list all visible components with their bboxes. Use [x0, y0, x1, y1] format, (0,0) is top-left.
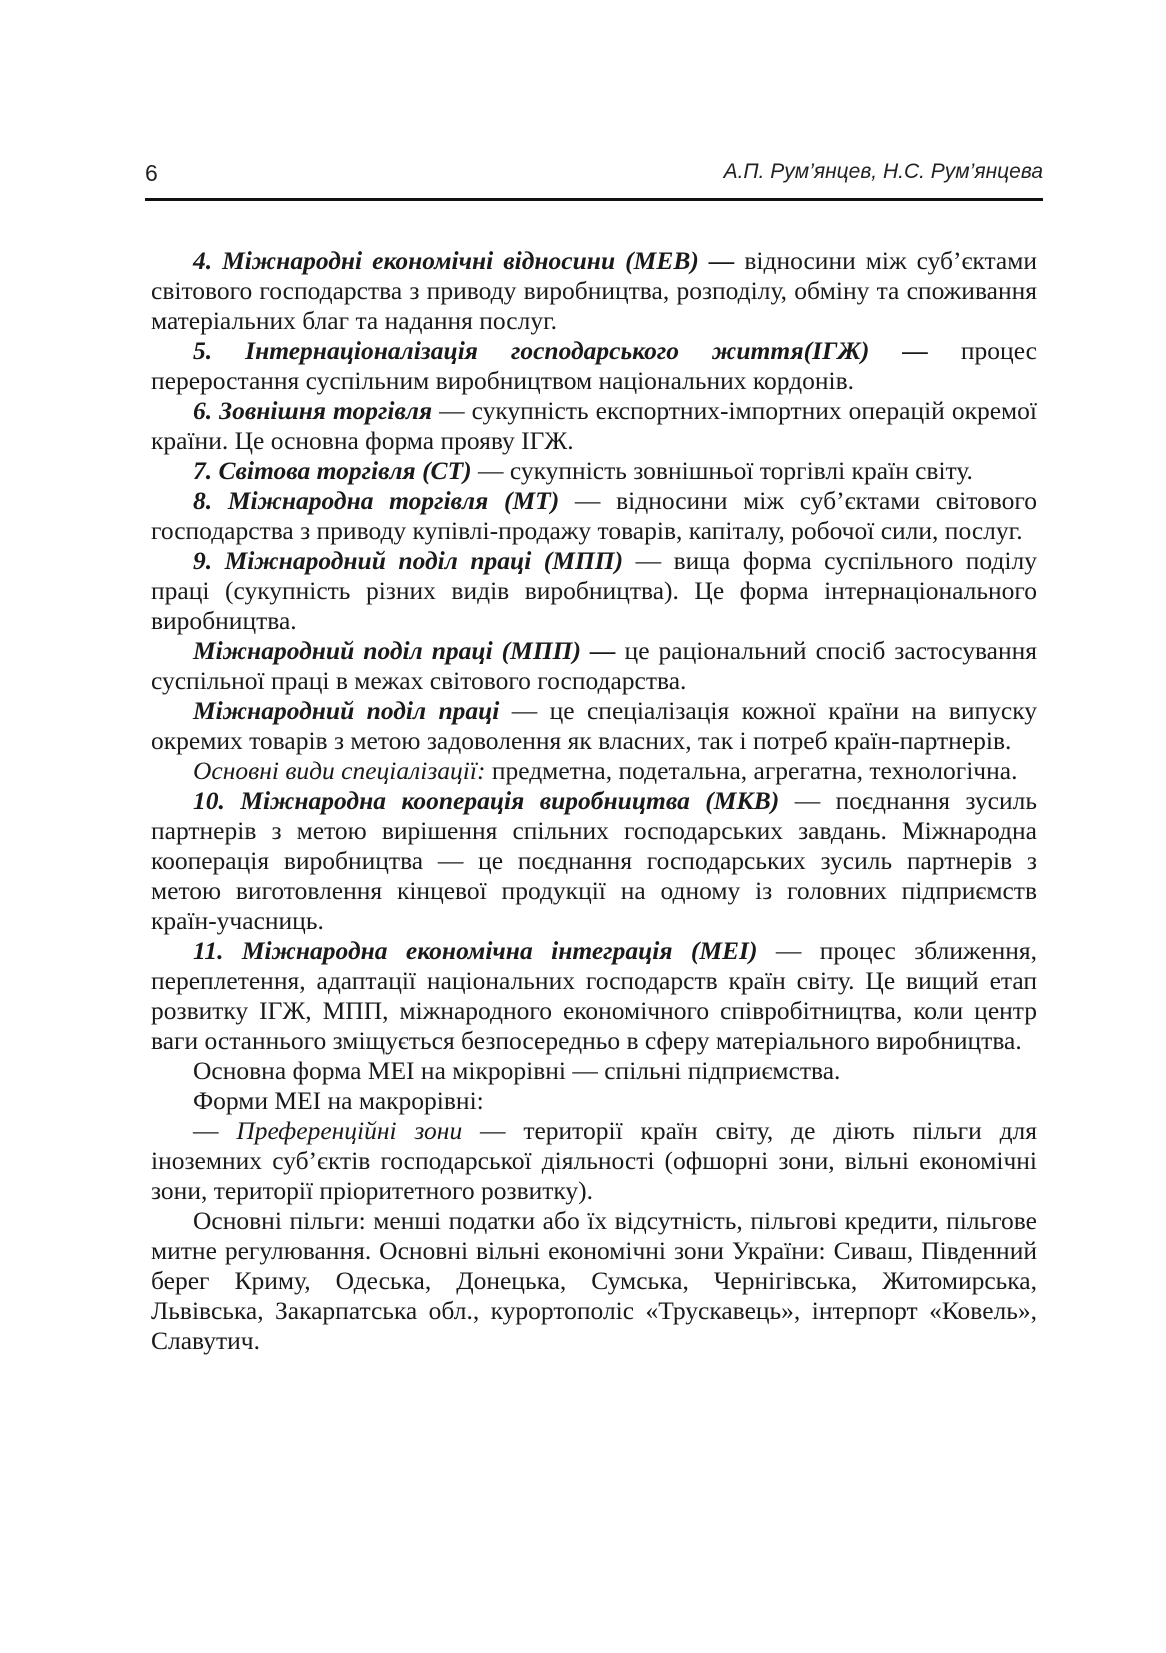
paragraph-benefits: [151, 1206, 1037, 1356]
italic-lead: Основні види спеціалізації:: [193, 756, 486, 785]
paragraph-mei-macro: [151, 1086, 1037, 1116]
definition: процес переростання суспільним виробництвом національних кордонів.: [151, 336, 1037, 395]
definition: — сукупність експортних-імпортних операцій окремої країни. Це основна форма прояву ІГЖ.: [151, 396, 1037, 455]
term: 11. Міжнародна економічна інтеграція (МЕІ): [193, 936, 758, 965]
paragraph-world-trade: [151, 456, 1037, 486]
paragraph-mkv: [151, 786, 1037, 936]
term: 10. Міжнародна кооперація виробництва (МКВ): [193, 786, 780, 815]
paragraph-text: Основна форма МЕІ на мікрорівні — спільні підприємства.: [193, 1056, 841, 1085]
paragraph-specialization: [151, 756, 1037, 786]
term: 8. Міжнародна торгівля (МТ): [193, 486, 560, 515]
paragraph-mpp-3: [151, 696, 1037, 756]
term: 6. Зовнішня торгівля: [193, 396, 433, 425]
paragraph-igzh: [151, 336, 1037, 396]
definition: — сукупність зовнішньої торгівлі країн світу.: [471, 456, 973, 485]
page-number: 6: [145, 160, 158, 186]
definition: — вища форма суспільного поділу праці (сукупність різних видів виробництва). Це форма інтернаціонального виробництва.: [151, 546, 1037, 635]
paragraph-intl-trade: [151, 486, 1037, 546]
definition: відносини між суб’єктами світового господарства з приводу виробництва, розподілу, обміну та споживання матеріальних благ та надання послуг.: [151, 246, 1037, 335]
paragraph-mev: [151, 246, 1037, 336]
paragraph-mpp-1: [151, 546, 1037, 636]
term: Міжнародний поділ праці: [193, 696, 500, 725]
running-head-authors: А.П. Рум’янцев, Н.С. Рум’янцева: [723, 160, 1043, 183]
paragraph-mei: [151, 936, 1037, 1056]
term: 9. Міжнародний поділ праці (МПП): [193, 546, 624, 575]
paragraph-preferential-zones: [151, 1116, 1037, 1206]
term: Міжнародний поділ праці (МПП) —: [193, 636, 616, 665]
term: 5. Інтернаціоналізація господарського життя(ІГЖ) —: [193, 336, 928, 365]
paragraph-mei-micro: [151, 1056, 1037, 1086]
paragraph-text: Основні пільги: менші податки або їх відсутність, пільгові кредити, пільгове митне регулювання. Основні вільні економічні зони України: Сиваш, Південний берег Криму, Одеська, Донецька, Сумська, Чернігівська, Житомирська, Львівська, Закарпатська обл., курортополіс «Трускавець», інтерпорт «Ковель», Славутич.: [151, 1206, 1037, 1355]
definition: це раціональний спосіб застосування суспільної праці в межах світового господарства.: [151, 636, 1037, 695]
definition: предметна, подетальна, агрегатна, технологічна.: [485, 756, 1018, 785]
definition: — процес зближення, переплетення, адаптації національних господарств країн світу. Це вищий етап розвитку ІГЖ, МПП, міжнародного економічного співробітництва, коли центр ваги останнього зміщується безпосередньо в сферу матеріального виробництва.: [151, 936, 1037, 1055]
term: 7. Світова торгівля (СТ): [193, 456, 472, 485]
italic-lead: Преференційні зони: [236, 1116, 463, 1145]
paragraph-mpp-2: [151, 636, 1037, 696]
definition: — території країн світу, де діють пільги для іноземних суб’єктів господарської діяльності (офшорні зони, вільні економічні зони, території пріоритетного розвитку).: [151, 1116, 1037, 1205]
body-text: [151, 246, 1037, 1356]
definition: — це спеціалізація кожної країни на випуску окремих товарів з метою задоволення як власних, так і потреб країн-партнерів.: [151, 696, 1037, 755]
definition: — відносини між суб’єктами світового господарства з приводу купівлі-продажу товарів, капіталу, робочої сили, послуг.: [151, 486, 1037, 545]
paragraph-foreign-trade: [151, 396, 1037, 456]
term: 4. Міжнародні економічні відносини (МЕВ) —: [193, 246, 735, 275]
dash-lead: —: [193, 1116, 237, 1145]
paragraph-text: Форми МЕІ на макрорівні:: [193, 1086, 484, 1115]
header-rule: [145, 198, 1043, 201]
page-header: [145, 160, 1043, 200]
definition: — поєднання зусиль партнерів з метою вирішення спільних господарських завдань. Міжнародна кооперація виробництва — це поєднання господарських зусиль партнерів з метою виготовлення кінцевої продукції на одному із головних підприємств країн-учасниць.: [151, 786, 1037, 935]
